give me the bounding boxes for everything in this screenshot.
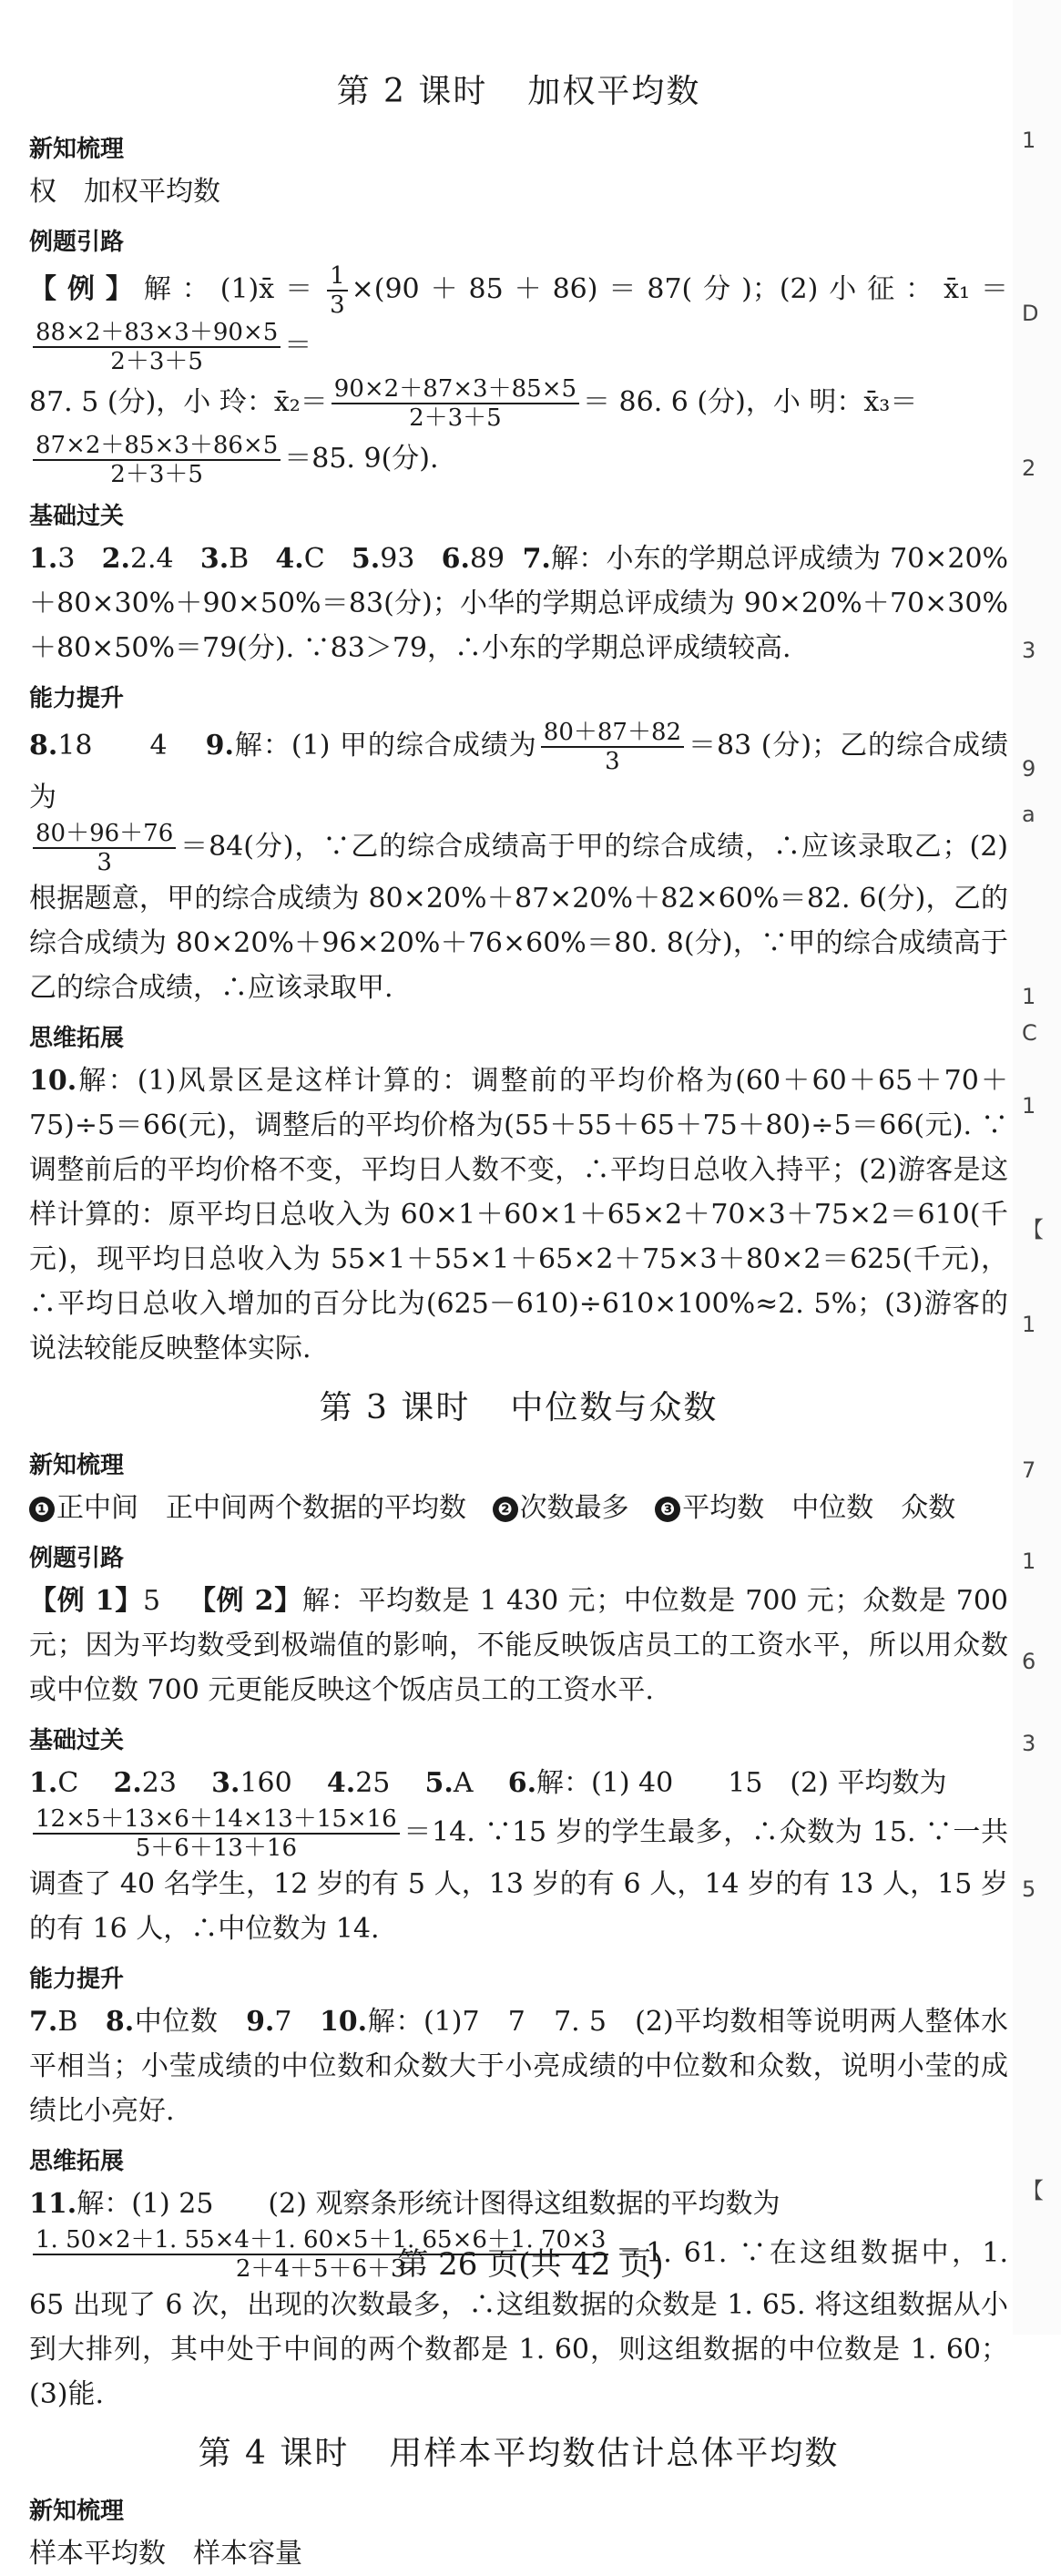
edge-fragment: 3 [1022,638,1036,663]
question-number: 4. [326,1767,356,1799]
new-knowledge-text: 样本平均数 样本容量 [29,2538,302,2570]
heading-new-knowledge: 新知梳理 [29,136,125,163]
question-number: 9. [246,2006,275,2038]
edge-fragment: 7 [1022,1457,1036,1483]
edge-fragment: 【 [1022,2178,1044,2203]
answer: 160 [240,1767,292,1799]
question-number: 3. [211,1767,240,1799]
equals-sign: ＝ [890,386,918,418]
new-knowledge-text: 权 加权平均数 [29,176,220,208]
fraction [33,319,281,375]
answer: 解：(1)风景区是这样计算的：调整前的平均价格为(60＋60＋65＋70＋75)÷5＝66(元)，调整后的平均价格为(55＋55＋65＋75＋80)÷5＝66(元). ∵调整前后的平均价格不变，平均日人数不变，∴平均日总收入持平；(2)游客是这样计算的：原平均日总收入为 60×1＋60×1＋65×2＋70×3＋75×2＝610(千元)，现平均日总收入为 55×1＋55×1＋65×2＋75×3＋80×2＝625(千元)，∴平均日总收入增加的百分比为(625－610)÷610×100%≈2. 5%；(3)游客的说法较能反映整体实际. [29,1065,1008,1365]
answer: C [303,543,325,575]
answer: 7 [274,2006,292,2038]
numerator: 1. 50×2＋1. 55×4＋1. 60×5＋1. 65×6＋1. 70×3 [33,2226,608,2255]
numerator: 88×2＋83×3＋90×5 [33,319,281,348]
heading-thinking: 思维拓展 [29,2148,125,2175]
question-number: 10. [319,2006,368,2038]
answer: 5 [143,1585,161,1617]
answer: 平均数 中位数 众数 [682,1492,956,1524]
equals-sign: ＝ [300,386,328,418]
lesson-number: 第 4 课时 [198,2435,350,2472]
answer: 18 4 [57,730,168,762]
ability-answers [29,719,1008,1010]
answer: 93 [380,543,415,575]
question-number: 3. [199,543,230,575]
fraction [332,375,579,432]
answer-page [29,55,1008,2576]
page-footer: 第 26 页(共 42 页) [397,2246,664,2283]
example-solution [29,1579,1008,1712]
question-number: 4. [275,543,304,575]
fraction [541,719,684,775]
question-number: 5. [351,543,381,575]
question-number: 8. [29,730,58,762]
denominator: 2＋3＋5 [110,461,203,488]
answer: B [57,2006,78,2038]
edge-fragment: 1 [1022,1549,1036,1574]
example-text: 87. 5 (分)，小 玲： [29,386,274,418]
thinking-answers [29,2182,1008,2417]
denominator: 2＋3＋5 [110,348,203,375]
edge-fragment: D [1022,301,1039,326]
edge-fragment: 1 [1022,984,1036,1009]
new-knowledge-text [29,1486,1008,1530]
numerator: 1 [327,262,348,291]
answer: 解：(1)7 7 7. 5 (2)平均数相等说明两人整体水平相当；小莹成绩的中位数和众数大于小亮成绩的中位数和众数，说明小莹的成绩比小亮好. [29,2006,1009,2127]
ability-answers [29,1999,1008,2133]
denominator: 3 [330,291,345,319]
lesson-topic: 用样本平均数估计总体平均数 [389,2435,840,2472]
question-number: 8. [105,2006,135,2038]
mean-symbol: x̄₃ [863,386,891,418]
answer: 中位数 [134,2006,219,2038]
question-number: 1. [29,543,58,575]
lesson-topic: 加权平均数 [527,73,701,110]
adjacent-page-edge [1013,0,1061,2335]
question-number: 2. [113,1767,142,1799]
mean-symbol: x̄₁ [944,273,971,305]
numerator: 12×5＋13×6＋14×13＋15×16 [33,1805,400,1835]
lesson-number: 第 3 课时 [319,1389,471,1426]
heading-example: 例题引路 [29,1545,125,1572]
number-2-icon: ❷ [493,1497,518,1522]
mean-symbol: x̄ [259,273,275,305]
question-number: 6. [507,1767,537,1799]
answer: 解：(1) 25 (2) 观察条形统计图得这组数据的平均数为 [77,2188,780,2220]
example-tag: 【例 1】 [29,1585,144,1617]
heading-ability: 能力提升 [29,1966,125,1993]
denominator: 2＋3＋5 [409,404,502,432]
denominator: 3 [605,748,620,775]
heading-thinking: 思维拓展 [29,1025,125,1052]
edge-fragment: 3 [1022,1731,1036,1756]
question-number: 7. [29,2006,58,2038]
edge-fragment: 2 [1022,455,1036,481]
lesson-number: 第 2 课时 [336,73,488,110]
heading-new-knowledge: 新知梳理 [29,2498,125,2525]
section-title-lesson-3 [29,1382,1008,1428]
example-tag: 【例 2】 [188,1585,302,1617]
edge-fragment: 1 [1022,1093,1036,1119]
answer: 23 [141,1767,177,1799]
answer: ＝14. ∵15 岁的学生最多，∴众数为 15. ∵一共调查了 40 名学生，12 岁的有 5 人，13 岁的有 6 人，14 岁的有 13 人，15 岁的有 16 人，∴中位数为 14. [29,1816,1008,1945]
question-number: 11. [29,2188,77,2220]
answer: 正中间 正中间两个数据的平均数 [56,1492,466,1524]
edge-fragment: 【 [1022,1217,1044,1242]
fraction [33,820,176,876]
question-number: 9. [205,730,234,762]
edge-fragment: 1 [1022,1312,1036,1337]
question-number: 5. [424,1767,454,1799]
equals-sign: ＝ [284,330,312,362]
numerator: 87×2＋85×3＋86×5 [33,432,281,461]
answer: 解：(1) 40 15 (2) 平均数为 [536,1767,947,1799]
example-tag: 【例】 [29,273,144,305]
answer: A [453,1767,474,1799]
edge-fragment: C [1022,1020,1037,1046]
number-1-icon: ❶ [29,1497,55,1522]
heading-new-knowledge: 新知梳理 [29,1452,125,1479]
thinking-answers [29,1058,1008,1371]
heading-basic: 基础过关 [29,1727,125,1754]
question-number: 2. [101,543,130,575]
denominator: 2＋4＋5＋6＋3 [235,2255,406,2283]
edge-fragment: 5 [1022,1876,1036,1902]
denominator: 5＋6＋13＋16 [135,1835,297,1862]
edge-fragment: 6 [1022,1649,1036,1674]
denominator: 3 [97,849,112,876]
equals-sign: ＝ [274,273,324,305]
numerator: 80＋96＋76 [33,820,176,849]
example-text: ＝85. 9(分). [284,443,439,475]
section-title-lesson-4 [29,2428,1008,2474]
answer: C [57,1767,79,1799]
question-number: 7. [522,543,551,575]
heading-basic: 基础过关 [29,503,125,530]
edge-fragment: a [1022,802,1035,827]
heading-ability: 能力提升 [29,685,125,712]
answer: 3 [57,543,76,575]
question-number: 1. [29,1767,58,1799]
number-3-icon: ❸ [655,1497,680,1522]
example-text: ＝ 86. 6 (分)，小 明： [583,386,864,418]
example-solution [29,262,1008,488]
mean-symbol: x̄₂ [273,386,301,418]
example-text: 解：(1) [143,273,260,305]
fraction [33,432,281,488]
edge-fragment: 9 [1022,756,1036,782]
fraction [327,262,348,319]
answer: ＝1. 61. ∵在这组数据中，1. 65 出现了 6 次，出现的次数最多，∴这组数据的众数是 1. 65. 将这组数据从小到大排列，其中处于中间的两个数都是 1. 60，则这组数据的中位数是 1. 60；(3)能. [29,2237,1008,2410]
answer: 2.4 [129,543,174,575]
basic-answers [29,1761,1008,1951]
answer: ＝84(分)，∵乙的综合成绩高于甲的综合成绩，∴应该录取乙；(2)根据题意，甲的综合成绩为 80×20%＋87×20%＋82×60%＝82. 6(分)，乙的综合成绩为 80×20%＋96×20%＋76×60%＝80. 8(分)，∵甲的综合成绩高于乙的综合成绩，∴应该录取甲. [29,831,1008,1004]
edge-fragment: 1 [1022,128,1036,153]
question-number: 6. [441,543,470,575]
answer: ＝83 (分)；乙的综合成绩为 [29,730,1008,813]
answer: 89 [469,543,505,575]
section-title-lesson-2 [29,66,1008,112]
answer: B [229,543,250,575]
answer: 25 [355,1767,391,1799]
answer: 次数最多 [519,1492,629,1524]
answer: 解：平均数是 1 430 元；中位数是 700 元；众数是 700 元；因为平均数受到极端值的影响，不能反映饭店员工的工资水平，所以用众数或中位数 700 元更能反映这个饭店员工的工资水平. [29,1585,1008,1706]
numerator: 80＋87＋82 [541,719,684,748]
lesson-topic: 中位数与众数 [510,1389,719,1426]
example-text: ×(90＋85＋86)＝87(分)；(2)小征： [351,273,944,305]
heading-example: 例题引路 [29,229,125,256]
numerator: 90×2＋87×3＋85×5 [332,375,579,404]
answer: 解：小东的学期总评成绩为 70×20%＋80×30%＋90×50%＝83(分)；小华的学期总评成绩为 90×20%＋70×30%＋80×50%＝79(分). ∵83＞79，∴小东的学期总评成绩较高. [29,543,1009,664]
answer: 解：(1) 甲的综合成绩为 [233,730,537,762]
question-number: 10. [29,1065,77,1097]
fraction [33,1805,400,1862]
equals-sign: ＝ [970,273,1009,305]
basic-answers [29,537,1008,670]
